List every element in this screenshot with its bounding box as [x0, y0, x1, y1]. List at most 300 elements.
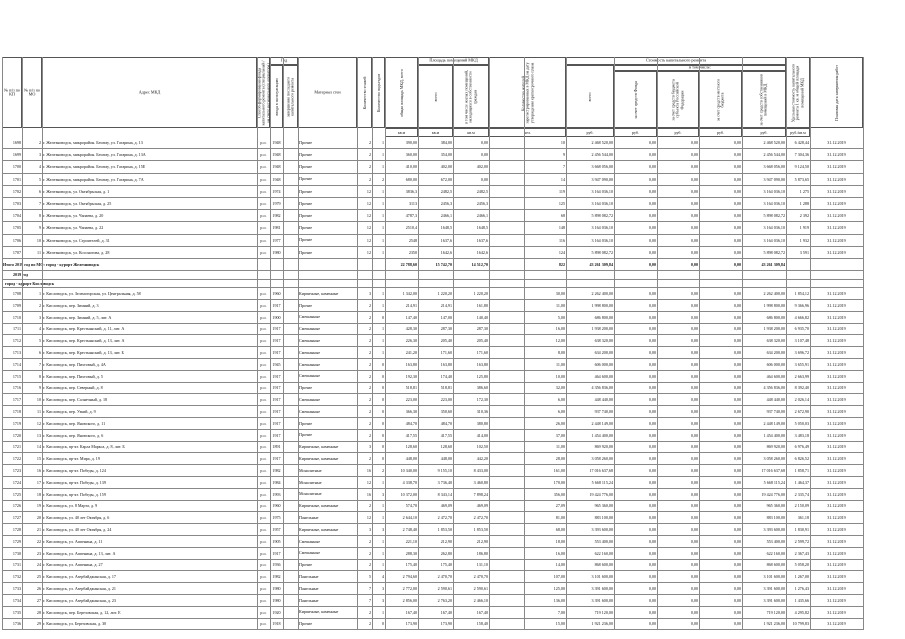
cell-uc: 3 483,18 [794, 432, 809, 438]
cell-cl: 0,00 [733, 574, 741, 580]
cell-en: 1 [381, 515, 384, 521]
cell-y: 1917 [272, 385, 281, 391]
cell-uc: 3 696,72 [794, 350, 809, 356]
cell-en: 0 [381, 444, 384, 450]
cell-m: Прочие [299, 212, 313, 218]
header-cost-region [657, 71, 699, 128]
cell-cr: 0,00 [690, 468, 698, 474]
cell-cr: 0,00 [690, 225, 698, 231]
cell-co: 937 740,00 [766, 409, 785, 415]
cell-ct: 3 101 600,00 [591, 574, 613, 580]
cell-y: 1974 [272, 188, 281, 194]
cell-y: 1977 [272, 237, 281, 243]
unit-cell: руб. [566, 128, 614, 137]
cell-m: Прочие [299, 249, 313, 255]
cell-d: 31.12.2019 [827, 326, 846, 332]
cell-f: р.о. [260, 456, 267, 462]
table-row [2, 312, 863, 324]
cell-f: р.о. [260, 503, 267, 509]
cell-ct: 622 160,00 [594, 550, 613, 556]
cell-ap: 125,80 [476, 373, 488, 379]
cell-ta: 4 338,70 [402, 479, 417, 485]
cell-cf: 0,00 [648, 609, 656, 615]
cell-fl: 2 [368, 385, 371, 391]
cell-cf: 0,00 [648, 420, 656, 426]
section-row [2, 271, 863, 280]
cell-addr: г. Кисловодск, ул. Зеленогорская, ул. Центральная, д. 58 [43, 291, 141, 297]
cell-cf: 0,00 [648, 515, 656, 521]
cell-cl: 0,00 [733, 302, 741, 308]
cell-fl: 2 [368, 609, 371, 615]
cell-ap: 386,60 [476, 385, 488, 391]
cell-rs: 6,00 [557, 409, 565, 415]
cell-ct: 553 400,00 [594, 538, 613, 544]
cell-aa: 350,60 [440, 409, 452, 415]
cell-y: 1917 [272, 409, 281, 415]
cell-a: 1706 [12, 237, 21, 243]
cell-cr: 0,00 [690, 213, 698, 219]
cell-cf: 0,00 [648, 176, 656, 182]
cell-aa: 214,91 [440, 302, 452, 308]
table-row [2, 335, 863, 347]
cell-en: 0 [381, 456, 384, 462]
cell-co: 3 058 260,00 [763, 456, 785, 462]
cell-aa: 173,90 [440, 621, 452, 627]
cell-d: 31.12.2019 [827, 314, 846, 320]
cell-ta: 214,91 [405, 302, 417, 308]
cell-a: 1702 [12, 188, 21, 194]
cell-uc: 1 288 [799, 201, 809, 207]
cell-cf: 0,00 [648, 201, 656, 207]
cell-a: 1729 [12, 538, 21, 544]
cell-ap: 140,40 [476, 314, 488, 320]
cell-f: р.о. [260, 385, 267, 391]
cell-d: 31.12.2019 [827, 420, 846, 426]
cell-d: 31.12.2019 [827, 621, 846, 627]
table-row [2, 489, 863, 501]
cell-r [283, 186, 298, 197]
cell-en: 0 [381, 314, 384, 320]
cell-b: 13 [36, 432, 41, 438]
cell-cl: 0,00 [733, 225, 741, 231]
table-row [2, 548, 863, 560]
cell-m: Смешанные [299, 314, 321, 320]
grid-line [257, 57, 258, 630]
table-row [2, 288, 863, 300]
cell-cl: 0,00 [733, 338, 741, 344]
cell-cl: 0,00 [733, 456, 741, 462]
cell-ap: 161,80 [476, 302, 488, 308]
cell-m: Смешанные [299, 373, 321, 379]
cell-cr: 0,00 [690, 420, 698, 426]
header-total-area [385, 57, 418, 128]
grid-line [614, 57, 615, 630]
cell-rs: 81,00 [555, 515, 565, 521]
cell-m: Прочие [299, 621, 313, 627]
cell-en: 1 [381, 291, 384, 297]
cell-d: 31.12.2019 [827, 188, 846, 194]
cell-ct: 719 120,00 [594, 609, 613, 615]
cell-cr: 0,00 [690, 397, 698, 403]
unit-cell: руб./кв.м [786, 128, 810, 137]
header-cost-owners-text: за счет средств собственников помещений в МКД [758, 73, 768, 126]
table-row [2, 524, 863, 536]
cell-y: 1993 [272, 491, 281, 497]
cell-fl: 12 [366, 515, 371, 521]
cell-rs: 16,00 [555, 550, 565, 556]
cell-fl: 2 [368, 350, 371, 356]
grid-line [283, 57, 284, 630]
cell-ct: 2 262 400,00 [591, 291, 613, 297]
cell-cf: 0,00 [648, 188, 656, 194]
header-cost-local-text: за счет средств местного бюджета [715, 78, 725, 121]
cell-f: р.о. [260, 562, 267, 568]
cell-ap: 2 590,61 [473, 586, 488, 592]
cell-f: р.о. [260, 609, 267, 615]
cell-cr: 0,00 [690, 491, 698, 497]
cell-ta: 2350 [408, 249, 417, 255]
unit-cell: кв.м [453, 128, 489, 137]
cell-co: 965 360,00 [766, 503, 785, 509]
cell-en: 2 [381, 176, 384, 182]
cell-ta: 366,30 [405, 409, 417, 415]
cell-a: 1698 [12, 140, 21, 146]
cell-d: 31.12.2019 [827, 456, 846, 462]
cell-f: р.о. [260, 176, 267, 182]
cell-uc: 2 026,14 [794, 397, 809, 403]
cell-cl: 0,00 [733, 491, 741, 497]
cell-cl: 0,00 [733, 291, 741, 297]
cell-d: 31.12.2019 [827, 468, 846, 474]
cell-ap: 1637,6 [476, 237, 488, 243]
cell-aa: 417,55 [440, 432, 452, 438]
table-row [2, 595, 863, 607]
cell-ct: 464 600,00 [594, 373, 613, 379]
cell-aa: 1 220,20 [437, 291, 452, 297]
cell-en: 0 [381, 409, 384, 415]
cell-cf: 0,00 [648, 550, 656, 556]
cell-b: 19 [36, 503, 41, 509]
grid-line [786, 57, 787, 630]
cell-d: 31.12.2019 [827, 609, 846, 615]
cell-b: 11 [37, 409, 41, 415]
cell-m: Кирпичные, каменные [299, 290, 339, 296]
header-residents-text: Количество жителей, зарегистрированных в МКД на дату утверждения краткосрочного плана [519, 61, 534, 124]
cell-ap: 2 470,70 [473, 574, 488, 580]
cell-ct: 3 391 600,00 [591, 586, 613, 592]
cell-ct: 634 200,00 [594, 350, 613, 356]
cell-uc: 1 276,43 [794, 586, 809, 592]
cell-ap: 0,00 [480, 152, 488, 158]
cell-b: 6 [38, 188, 41, 194]
cell-b: 18 [36, 491, 41, 497]
cell-cl: 0,00 [733, 152, 741, 158]
cell-addr: г. Кисловодск, пер. Крестьянский, д. 13, лит. Б [43, 350, 124, 356]
cell-f: р.о. [260, 314, 267, 320]
cell-ct: 937 740,00 [594, 409, 613, 415]
table-row [2, 247, 863, 259]
cell-rs: 26,00 [555, 420, 565, 426]
cell-fl: 7 [368, 586, 371, 592]
table-row [2, 571, 863, 583]
cell-addr: г. Железноводск, микрорайон. Бештау, ул. Гагарина, д. 13 [43, 140, 143, 146]
cell-addr: г. Кисловодск, пер. Крестьянский, д. 11, лит. А [43, 326, 125, 332]
cell-cr: 0,00 [690, 302, 698, 308]
cell-m: Прочие [299, 176, 313, 182]
cell-co: 5 898 082,72 [763, 213, 785, 219]
grid-line [298, 57, 299, 630]
cell-r [283, 619, 298, 630]
cell-r [283, 548, 298, 559]
cell-b: 3 [38, 314, 41, 320]
cell-r [283, 137, 298, 148]
cell-addr: г. Кисловодск, пр-кт. Победы, д. 139 [43, 479, 106, 485]
total-cf: 0,00 [648, 262, 656, 268]
cell-addr: г. Железноводск, микрорайон. Бештау, ул. Гагарина, д. 13А [43, 152, 146, 158]
cell-co: 464 600,00 [766, 373, 785, 379]
cell-cr: 0,00 [690, 338, 698, 344]
header-floors-text: Количество этажей [361, 76, 367, 109]
cell-b: 20 [36, 515, 41, 521]
cell-f: р.о. [260, 432, 267, 438]
cell-ta: 3836,3 [405, 188, 417, 194]
cell-y: 1980 [272, 597, 281, 603]
cell-fl: 2 [368, 397, 371, 403]
header-material [298, 57, 357, 128]
cell-co: 3 164 036,10 [763, 225, 785, 231]
cell-d: 31.12.2019 [827, 527, 846, 533]
table-row [2, 222, 863, 234]
unit-cell: чел. [489, 128, 566, 137]
cell-f: р.о. [260, 515, 267, 521]
cell-d: 31.12.2019 [827, 350, 846, 356]
cell-cl: 0,00 [733, 527, 741, 533]
cell-b: 7 [38, 361, 41, 367]
header-material-text: Материал стен [314, 89, 341, 95]
cell-d: 31.12.2019 [827, 302, 846, 308]
cell-co: 448 440,00 [766, 397, 785, 403]
cell-m: Прочие [299, 432, 313, 438]
cell-fl: 2 [368, 326, 371, 332]
cell-rs: 15,00 [555, 621, 565, 627]
cell-r [283, 359, 298, 370]
cell-co: 3 393 600,00 [763, 527, 785, 533]
cell-en: 1 [381, 538, 384, 544]
header-year [270, 57, 298, 65]
cell-m: Прочие [299, 385, 313, 391]
cell-r [283, 161, 298, 172]
cell-cf: 0,00 [648, 152, 656, 158]
cell-cl: 0,00 [733, 361, 741, 367]
cell-r [283, 347, 298, 358]
cell-addr: г. Кисловодск, ул. Аппенина, д. 27 [43, 562, 103, 568]
cell-r [283, 406, 298, 417]
table-row [2, 607, 863, 619]
cell-a: 1718 [12, 409, 21, 415]
cell-addr: г. Кисловодск, ул. Аппенина, д. 13, лит. А [43, 550, 116, 556]
grid-line [357, 57, 358, 630]
cell-aa: 1 853,50 [437, 527, 452, 533]
cell-ta: 417,55 [405, 432, 417, 438]
cell-rs: 107,00 [553, 574, 565, 580]
grid-line [566, 57, 567, 630]
cell-b: 11 [37, 249, 41, 255]
cell-a: 1712 [12, 338, 21, 344]
cell-r [283, 524, 298, 535]
total-row [2, 259, 863, 271]
cell-rs: 6,00 [557, 397, 565, 403]
cell-m: Смешанные [299, 337, 321, 343]
cell-cl: 0,00 [733, 444, 741, 450]
cell-y: 1917 [272, 550, 281, 556]
table-row [2, 442, 863, 454]
cell-uc: 1 275 [799, 188, 809, 194]
cell-b: 1 [38, 291, 41, 297]
cell-fl: 5 [368, 574, 371, 580]
cell-r [283, 477, 298, 488]
cell-uc: 9 124,50 [794, 164, 809, 170]
cell-addr: г. Кисловодск, ул. 40 лет Октября, д. 6 [43, 515, 110, 521]
cell-addr: г. Кисловодск, пер. Пихтовый, д. 5 [43, 373, 103, 379]
table-row [2, 430, 863, 442]
cell-ap: 287,30 [476, 326, 488, 332]
cell-addr: г. Железноводск, ул. Октябрьская, д. 25 [43, 201, 112, 207]
cell-ta: 10 372,00 [400, 491, 417, 497]
cell-fl: 2 [368, 503, 371, 509]
cell-r [283, 430, 298, 441]
cell-r [283, 560, 298, 571]
cell-fl: 2 [368, 409, 371, 415]
cell-en: 3 [381, 491, 384, 497]
cell-en: 0 [381, 420, 384, 426]
cell-aa: 9 155,10 [437, 468, 452, 474]
cell-y: 1918 [272, 621, 281, 627]
cell-co: 3 164 036,10 [763, 237, 785, 243]
cell-cr: 0,00 [690, 527, 698, 533]
cell-aa: 171,60 [440, 350, 452, 356]
cell-addr: г. Кисловодск, ул. 8 Марта, д. 9 [43, 503, 98, 509]
cell-a: 1700 [12, 164, 21, 170]
cell-f: р.о. [260, 361, 267, 367]
cell-aa: 223,00 [440, 397, 452, 403]
cell-rs: 11,00 [555, 444, 565, 450]
cell-r [283, 383, 298, 394]
cell-b: 3 [38, 152, 41, 158]
cell-cf: 0,00 [648, 491, 656, 497]
table-row [2, 186, 863, 198]
cell-r [283, 247, 298, 258]
cell-co: 553 400,00 [766, 538, 785, 544]
cell-uc: 1 858,71 [794, 468, 809, 474]
cell-f: р.о. [260, 338, 267, 344]
cell-aa: 518,81 [440, 385, 452, 391]
header-fund-method-text: Способ формирования фонда капитального ремонта (специальный / на счете регионального оператора) [255, 59, 270, 126]
total-co: 43 261 309,84 [761, 262, 785, 268]
cell-uc: 6 428,44 [794, 140, 809, 146]
cell-m: Прочие [299, 188, 313, 194]
cell-ap: 7 898,24 [473, 491, 488, 497]
cell-fl: 2 [368, 432, 371, 438]
cell-ap: 158,40 [476, 621, 488, 627]
cell-uc: 2 599,72 [794, 538, 809, 544]
table-row [2, 583, 863, 595]
cell-addr: г. Кисловодск, пр-кт. Мира, д. 19 [43, 456, 100, 462]
cell-ta: 428,30 [405, 326, 417, 332]
cell-d: 31.12.2019 [827, 562, 846, 568]
cell-uc: 6 826,52 [794, 456, 809, 462]
table-row [2, 536, 863, 548]
cell-b: 4 [38, 164, 41, 170]
cell-en: 0 [381, 373, 384, 379]
cell-ct: 2 456 544,00 [591, 152, 613, 158]
cell-ta: 167,40 [405, 609, 417, 615]
cell-ct: 606 000,00 [594, 361, 613, 367]
cell-aa: 128,60 [440, 444, 452, 450]
cell-fl: 2 [368, 562, 371, 568]
cell-d: 31.12.2019 [827, 397, 846, 403]
cell-y: 1900 [272, 314, 281, 320]
cell-cf: 0,00 [648, 326, 656, 332]
cell-r [283, 442, 298, 453]
grid-line [372, 57, 373, 630]
cell-fl: 2 [368, 361, 371, 367]
cell-b: 29 [36, 621, 41, 627]
cell-d: 31.12.2019 [827, 491, 846, 497]
cell-co: 4 356 836,00 [763, 385, 785, 391]
section-label: город - курорт Кисловодск [5, 280, 55, 286]
cell-ap: 1642,6 [476, 249, 488, 255]
cell-uc: 2 672,90 [794, 409, 809, 415]
cell-m: Прочие [299, 225, 313, 231]
cell-addr: г. Кисловодск, пр-кт. Победы, д. 124 [43, 468, 106, 474]
header-area-all [418, 65, 453, 128]
cell-co: 2 456 544,00 [763, 152, 785, 158]
cell-rs: 68 [560, 213, 565, 219]
cell-cl: 0,00 [733, 597, 741, 603]
cell-ct: 3 164 036,10 [591, 237, 613, 243]
header-area-private-text: в том числе жилых помещений, находящихся в собственности граждан [463, 69, 478, 124]
cell-ct: 869 920,00 [594, 444, 613, 450]
cell-rs: 116 [559, 237, 565, 243]
cell-cr: 0,00 [690, 140, 698, 146]
cell-aa: 167,40 [440, 609, 452, 615]
cell-uc: 10 799,83 [792, 621, 809, 627]
cell-r [283, 324, 298, 335]
cell-en: 1 [381, 140, 384, 146]
cell-ta: 241,20 [405, 350, 417, 356]
cell-b: 2 [38, 140, 41, 146]
cell-co: 868 600,00 [766, 562, 785, 568]
cell-r [283, 312, 298, 323]
cell-cl: 0,00 [733, 237, 741, 243]
header-residents [489, 57, 566, 128]
cell-addr: г. Железноводск, ул. Чапаева, д. 22 [43, 225, 104, 231]
cell-cl: 0,00 [733, 249, 741, 255]
grid-line [270, 57, 271, 630]
cell-co: 19 424 776,00 [761, 491, 785, 497]
cell-uc: 1 932 [799, 237, 809, 243]
cell-rs: 125,00 [553, 586, 565, 592]
table-row [2, 465, 863, 477]
cell-ta: 2548 [408, 237, 417, 243]
cell-uc: 1 919 [799, 225, 809, 231]
cell-ct: 868 600,00 [594, 562, 613, 568]
cell-aa: 3 736,40 [437, 479, 452, 485]
cell-f: р.о. [260, 527, 267, 533]
cell-aa: 174,40 [440, 373, 452, 379]
cell-cr: 0,00 [690, 444, 698, 450]
cell-uc: 2 335,74 [794, 491, 809, 497]
